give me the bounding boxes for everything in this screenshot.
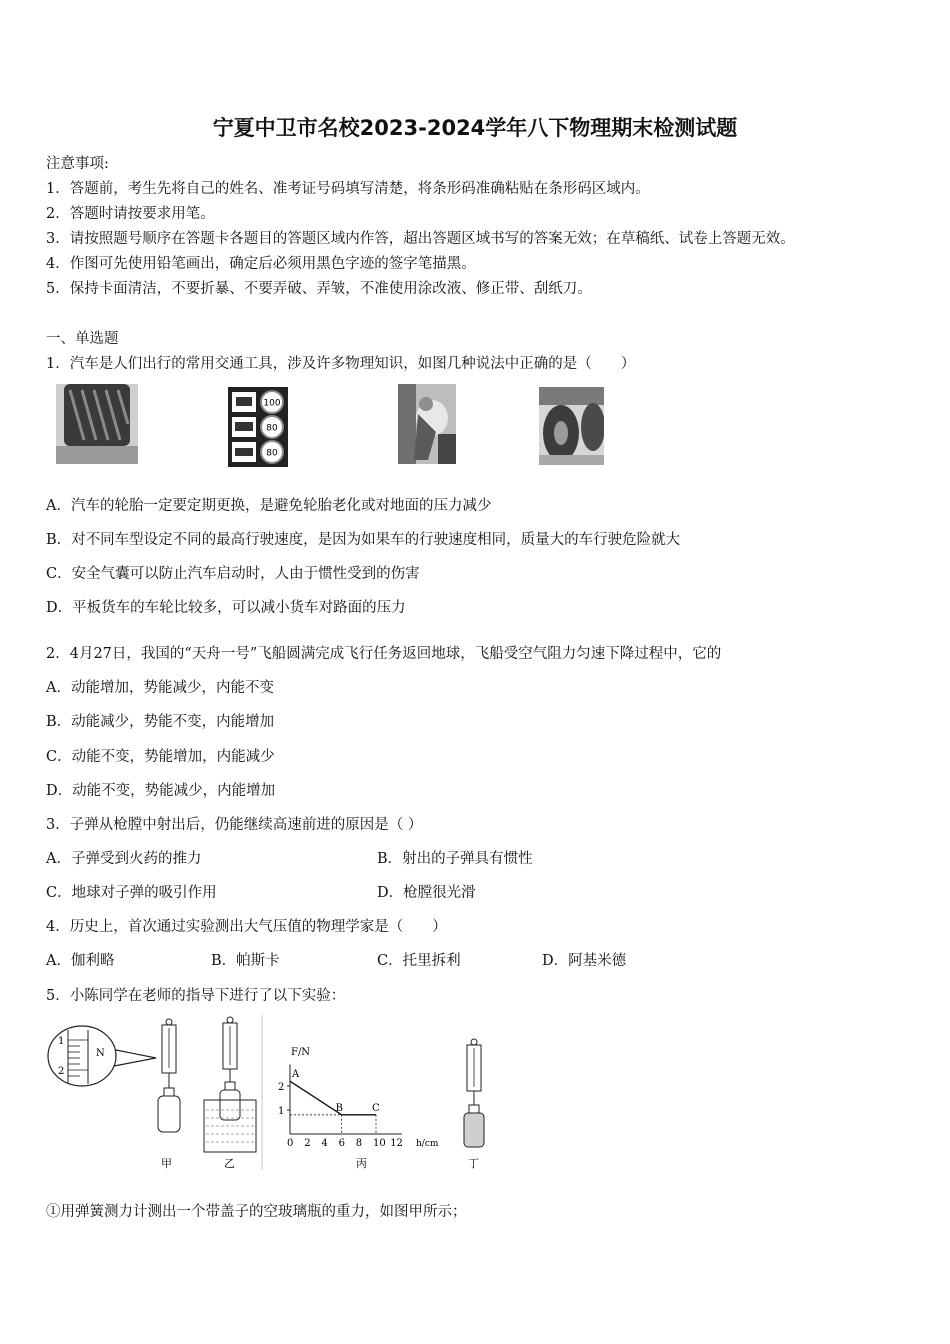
figure-label: 丁 [468,1157,479,1170]
gauge-tick: 1 [58,1036,65,1047]
graph-x-tick: 2 [304,1138,311,1149]
tire-photo [56,384,138,464]
question-3-option[interactable]: A．子弹受到火药的推力 [46,851,202,867]
sign-value: 100 [263,398,281,409]
figure-label: 乙 [224,1157,235,1170]
question-2-option[interactable]: D．动能不变，势能减少，内能增加 [46,783,276,799]
speed-limit-sign [228,387,288,467]
graph-point-label: C [372,1102,380,1114]
graph-x-tick: 10 [373,1138,386,1149]
graph-x-tick: 0 [287,1138,294,1149]
notice-item: 1．答题前，考生先将自己的姓名、准考证号码填写清楚，将条形码准确粘贴在条形码区域内。 [46,181,650,197]
graph-point-label: A [292,1069,300,1081]
question-3-option[interactable]: D．枪膛很光滑 [377,885,476,901]
sign-value: 80 [266,448,278,459]
gauge-tick: 2 [58,1066,65,1077]
graph-x-tick: 8 [355,1138,363,1149]
sign-value: 80 [266,423,278,434]
question-3-option[interactable]: B．射出的子弹具有惯性 [377,851,533,867]
experiment-figure [44,1010,504,1175]
graph-point-label: B [335,1102,343,1114]
question-4-stem: 4．历史上，首次通过实验测出大气压值的物理学家是（ ） [46,919,447,935]
figure-label: 甲 [161,1157,172,1170]
question-4-option[interactable]: B．帕斯卡 [211,953,280,969]
section-heading: 一、单选题 [46,331,119,347]
question-1-option[interactable]: A．汽车的轮胎一定要定期更换，是避免轮胎老化或对地面的压力减少 [46,498,492,514]
graph-x-tick: 6 [338,1138,345,1149]
question-1-option[interactable]: C．安全气囊可以防止汽车启动时，人由于惯性受到的伤害 [46,566,420,582]
question-4-option[interactable]: D．阿基米德 [542,953,627,969]
graph-series-line [290,1081,342,1115]
question-2-option[interactable]: C．动能不变，势能增加，内能减少 [46,749,275,765]
notice-heading: 注意事项: [46,156,109,172]
graph-xlabel: h/cm [416,1139,439,1149]
notice-item: 4．作图可先使用铅笔画出，确定后必须用黑色字迹的签字笔描黑。 [46,256,476,272]
question-3-option[interactable]: C．地球对子弹的吸引作用 [46,885,217,901]
notice-item: 5．保持卡面清洁，不要折暴、不要弄破、弄皱，不准使用涂改液、修正带、刮纸刀。 [46,281,592,297]
graph-x-tick: 12 [390,1138,403,1149]
graph-ylabel: F/N [291,1047,311,1058]
question-4-option[interactable]: C．托里拆利 [377,953,461,969]
question-4-option[interactable]: A．伽利略 [46,953,115,969]
gauge-unit: N [96,1048,105,1059]
question-1-option[interactable]: B．对不同车型设定不同的最高行驶速度，是因为如果车的行驶速度相同，质量大的车行驶危险就大 [46,532,681,548]
truck-wheels-photo [539,387,604,465]
question-3-stem: 3．子弹从枪膛中射出后，仍能继续高速前进的原因是（ ） [46,817,423,833]
question-1-option[interactable]: D．平板货车的车轮比较多，可以减小货车对路面的压力 [46,600,406,616]
figure-label: 丙 [356,1157,367,1170]
graph-x-tick: 4 [321,1138,328,1149]
question-5-stem: 5．小陈同学在老师的指导下进行了以下实验： [46,988,346,1004]
page-title: 宁夏中卫市名校2023-2024学年八下物理期末检测试题 [212,116,738,140]
question-5-step-1: ①用弹簧测力计测出一个带盖子的空玻璃瓶的重力，如图甲所示； [46,1204,467,1220]
notice-item: 2．答题时请按要求用笔。 [46,206,215,222]
question-2-option[interactable]: B．动能减少，势能不变，内能增加 [46,714,275,730]
question-2-option[interactable]: A．动能增加，势能减少，内能不变 [46,680,274,696]
graph-y-tick: 1 [278,1106,285,1117]
question-2-stem: 2．4月27日，我国的“天舟一号”飞船圆满完成飞行任务返回地球，飞船受空气阻力匀速下降过程中，它的 [46,646,722,662]
notice-item: 3．请按照题号顺序在答题卡各题目的答题区域内作答，超出答题区域书写的答案无效；在草稿纸、试卷上答题无效。 [46,231,795,247]
question-1-stem: 1．汽车是人们出行的常用交通工具，涉及许多物理知识，如图几种说法中正确的是（ ） [46,356,636,372]
graph-y-tick: 2 [278,1082,285,1093]
airbag-photo [398,384,456,464]
